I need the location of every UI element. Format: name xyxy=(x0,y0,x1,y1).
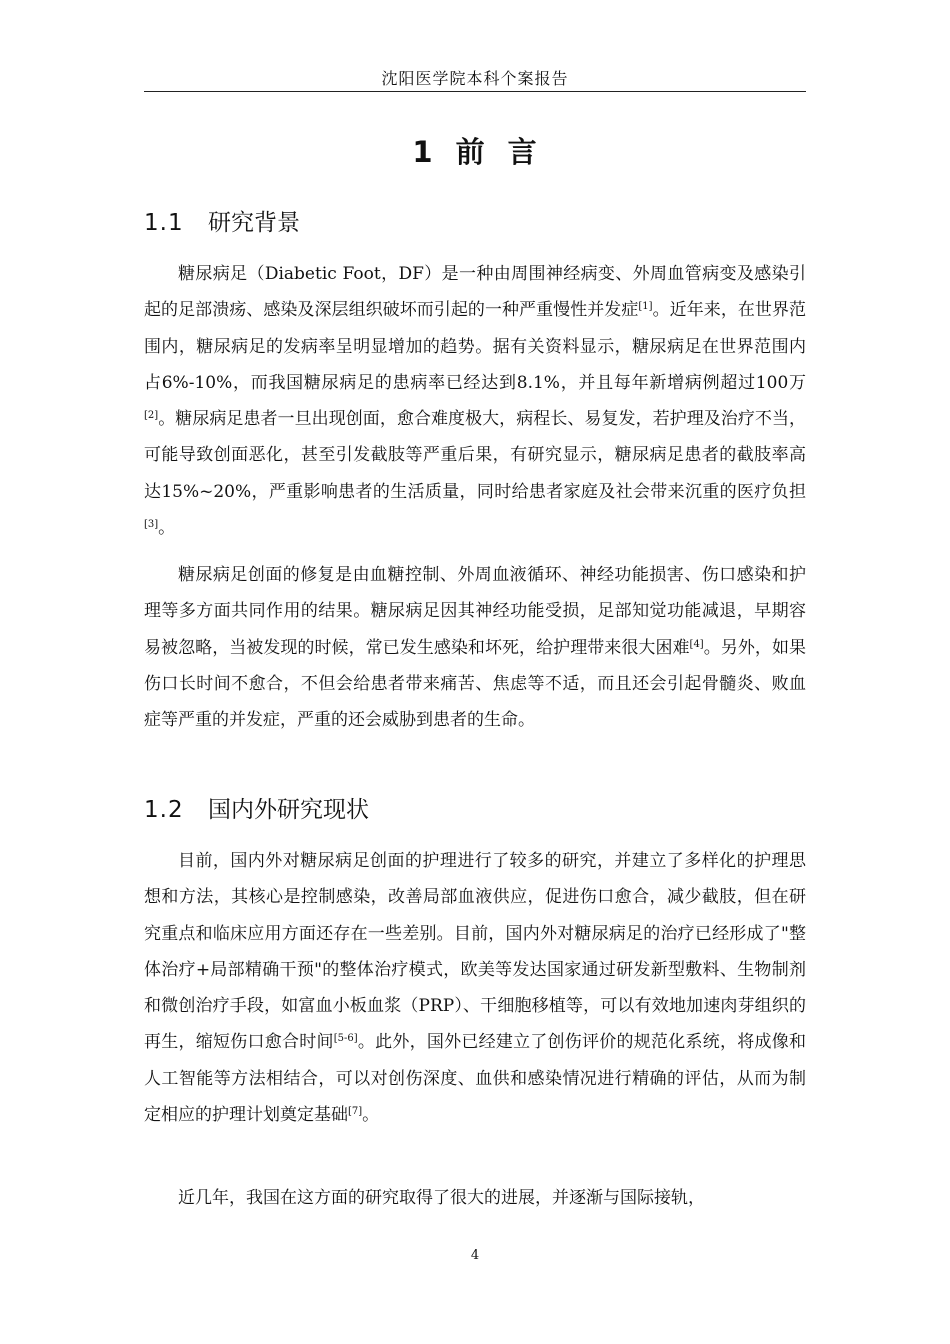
section-title: 研究背景 xyxy=(208,210,300,236)
text-segment: 目前，国内外对糖尿病足创面的护理进行了较多的研究，并建立了多样化的护理思想和方法，其核心是控制感染，改善局部血液供应，促进伤口愈合，减少截肢，但在研究重点和临床应用方面还存在一些差别。目前，国内外对糖尿病足的治疗已经形成了"整体治疗+局部精确干预"的整体治疗模式，欧美等发达国家通过研发新型敷料、生物制剂和微创治疗手段，如富血小板血浆（PRP）、干细胞移植等，可以有效地加速肉芽组织的再生，缩短伤口愈合时间 xyxy=(144,851,806,1053)
citation: [2] xyxy=(144,410,159,422)
citation: [4] xyxy=(689,638,704,650)
running-header: 沈阳医学院本科个案报告 xyxy=(381,69,569,88)
section-heading-1-1 xyxy=(144,208,806,238)
paragraph-1-1-b xyxy=(144,557,806,738)
section-number: 1.1 xyxy=(144,210,184,236)
paragraph-1-1-a xyxy=(144,256,806,546)
section-number: 1.2 xyxy=(144,797,184,823)
chapter-title-char-1: 前 xyxy=(455,135,486,169)
text-segment: 糖尿病足（Diabetic Foot，DF）是一种由周围神经病变、外周血管病变及感染引起的足部溃疡、感染及深层组织破坏而引起的一种严重慢性并发症 xyxy=(144,264,806,321)
citation: [3] xyxy=(144,519,159,531)
chapter-number: 1 xyxy=(412,135,434,169)
section-heading-1-2 xyxy=(144,795,806,825)
chapter-title-char-2: 言 xyxy=(507,135,538,169)
citation: [7] xyxy=(348,1106,363,1118)
text-segment: 近几年，我国在这方面的研究取得了很大的进展，并逐渐与国际接轨， xyxy=(178,1188,705,1208)
text-segment: 。另外，如果伤口长时间不愈合，不但会给患者带来痛苦、焦虑等不适，而且还会引起骨髓炎、败血症等严重的并发症，严重的还会威胁到患者的生命。 xyxy=(144,637,807,731)
paragraph-1-2-b xyxy=(144,1180,806,1216)
text-segment: 。 xyxy=(158,518,176,539)
text-segment: 。近年来，在世界范围内，糖尿病足的发病率呈明显增加的趋势。据有关资料显示，糖尿病足在世界范围内占6%-10%，而我国糖尿病足的患病率已经达到8.1%，并且每年新增病例超过100万 xyxy=(144,300,807,393)
citation: [5-6] xyxy=(333,1033,358,1045)
text-segment: 糖尿病足创面的修复是由血糖控制、外周血液循环、神经功能损害、伤口感染和护理等多方面共同作用的结果。糖尿病足因其神经功能受损，足部知觉功能减退，早期容易被忽略，当被发现的时候，常已发生感染和坏死，给护理带来很大困难 xyxy=(144,565,806,658)
header-rule xyxy=(144,91,806,92)
text-segment: 。此外，国外已经建立了创伤评价的规范化系统，将成像和人工智能等方法相结合，可以对创伤深度、血供和感染情况进行精确的评估，从而为制定相应的护理计划奠定基础 xyxy=(144,1032,806,1126)
section-title: 国内外研究现状 xyxy=(208,797,369,823)
text-segment: 。 xyxy=(362,1105,380,1126)
paragraph-1-2-a xyxy=(144,843,806,1133)
citation: [1] xyxy=(638,301,653,313)
text-segment: 。糖尿病足患者一旦出现创面，愈合难度极大，病程长、易复发，若护理及治疗不当，可能导致创面恶化，甚至引发截肢等严重后果，有研究显示，糖尿病足患者的截肢率高达15%~20%，严重影响患者的生活质量，同时给患者家庭及社会带来沉重的医疗负担 xyxy=(144,409,806,502)
page-number: 4 xyxy=(470,1248,480,1263)
chapter-title xyxy=(144,130,806,171)
